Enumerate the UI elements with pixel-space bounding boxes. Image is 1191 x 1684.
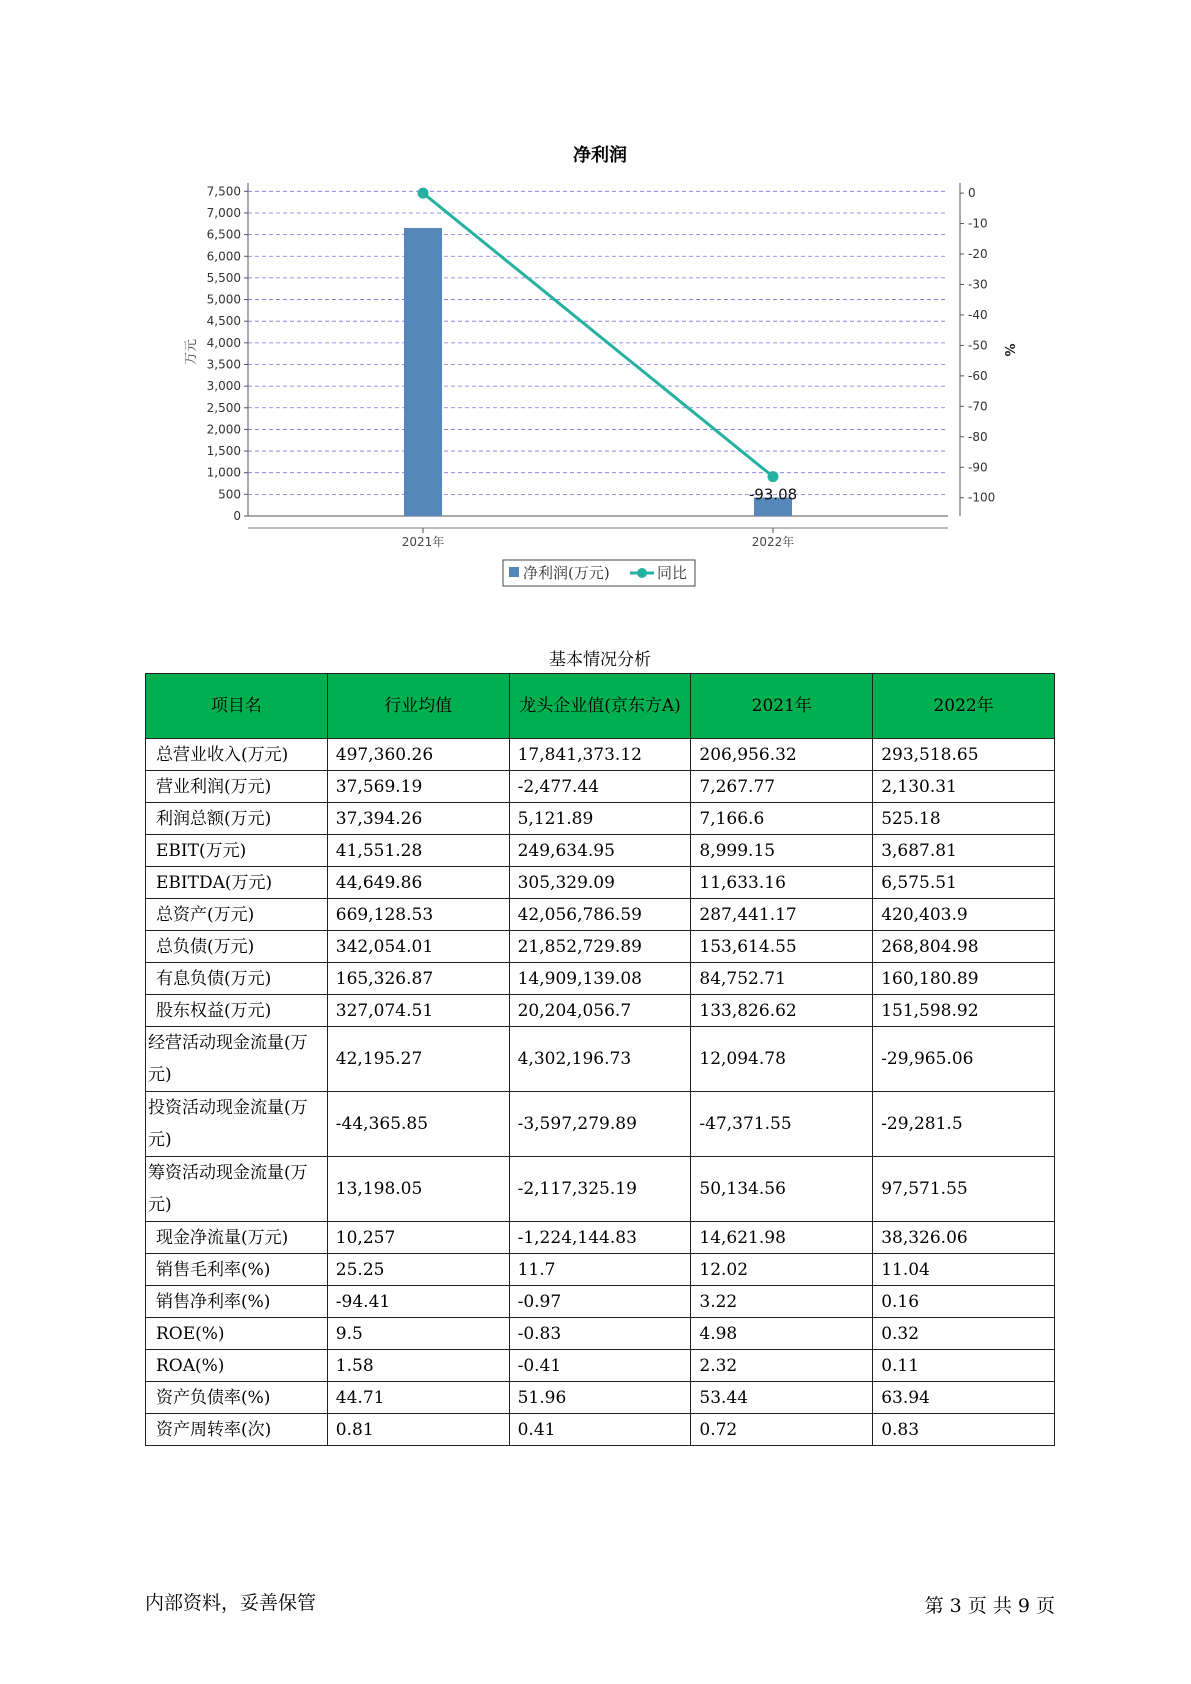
y-left-tick-label: 2,500	[206, 400, 241, 415]
table-cell: 8,999.15	[691, 835, 873, 867]
table-cell: 6,575.51	[873, 867, 1055, 899]
x-tick-label: 2022年	[751, 535, 795, 549]
y-right-tick-label: -50	[968, 338, 988, 353]
y-left-tick-label: 7,500	[206, 184, 241, 199]
table-cell: 153,614.55	[691, 931, 873, 963]
y-left-tick-label: 5,000	[206, 292, 241, 307]
table-cell: -0.41	[509, 1350, 691, 1382]
net-profit-chart	[0, 0, 1191, 600]
table-cell: 249,634.95	[509, 835, 691, 867]
table-cell: -3,597,279.89	[509, 1092, 691, 1157]
table-cell: 4.98	[691, 1318, 873, 1350]
row-label-cell: 投资活动现金流量(万元)	[146, 1092, 328, 1157]
table-cell: 497,360.26	[327, 739, 509, 771]
table-row	[146, 1382, 1055, 1414]
y-right-tick-label: -100	[968, 490, 996, 505]
table-cell: 20,204,056.7	[509, 995, 691, 1027]
table-cell: 0.11	[873, 1350, 1055, 1382]
chart-gridlines	[248, 191, 948, 494]
table-cell: 151,598.92	[873, 995, 1055, 1027]
table-cell: 268,804.98	[873, 931, 1055, 963]
y-right-tick-label: 0	[968, 186, 976, 201]
row-label-cell: 有息负债(万元)	[146, 963, 328, 995]
header-2022: 2022年	[873, 674, 1055, 739]
table-cell: 21,852,729.89	[509, 931, 691, 963]
table-cell: 2.32	[691, 1350, 873, 1382]
row-label-cell: EBITDA(万元)	[146, 867, 328, 899]
y-left-tick-label: 0	[233, 509, 241, 523]
table-cell: 12.02	[691, 1254, 873, 1286]
table-row	[146, 1092, 1055, 1157]
table-cell: 7,267.77	[691, 771, 873, 803]
y-left-tick-label: 1,500	[206, 444, 241, 459]
table-cell: 63.94	[873, 1382, 1055, 1414]
table-cell: 669,128.53	[327, 899, 509, 931]
y-left-tick-label: 1,000	[206, 465, 241, 480]
table-cell: -2,477.44	[509, 771, 691, 803]
row-label-cell: 筹资活动现金流量(万元)	[146, 1157, 328, 1222]
y-left-tick-label: 3,000	[206, 379, 241, 394]
table-cell: 37,569.19	[327, 771, 509, 803]
row-label-cell: EBIT(万元)	[146, 835, 328, 867]
y-right-tick-label: -20	[968, 247, 988, 262]
table-body	[146, 739, 1055, 1446]
table-row	[146, 1318, 1055, 1350]
header-industry-average: 行业均值	[327, 674, 509, 739]
header-2021: 2021年	[691, 674, 873, 739]
table-row	[146, 771, 1055, 803]
y-left-tick-label: 4,000	[206, 335, 241, 350]
table-cell: -0.83	[509, 1318, 691, 1350]
row-label-cell: 股东权益(万元)	[146, 995, 328, 1027]
table-row	[146, 867, 1055, 899]
table-caption: 基本情况分析	[549, 650, 651, 670]
table-cell: -1,224,144.83	[509, 1222, 691, 1254]
table-cell: 5,121.89	[509, 803, 691, 835]
legend-line-marker	[637, 568, 647, 578]
table-cell: -29,965.06	[873, 1027, 1055, 1092]
table-cell: 51.96	[509, 1382, 691, 1414]
y-right-tick-label: -80	[968, 429, 988, 444]
y-right-tick-label: -70	[968, 399, 988, 414]
table-cell: 53.44	[691, 1382, 873, 1414]
table-cell: 1.58	[327, 1350, 509, 1382]
table-header-row	[146, 674, 1055, 739]
y-left-tick-label: 6,000	[206, 249, 241, 264]
table-cell: 12,094.78	[691, 1027, 873, 1092]
table-cell: 133,826.62	[691, 995, 873, 1027]
legend-bar-swatch	[509, 567, 519, 577]
y-right-tick-label: -90	[968, 460, 988, 475]
table-cell: 97,571.55	[873, 1157, 1055, 1222]
table-cell: 11.04	[873, 1254, 1055, 1286]
table-row	[146, 739, 1055, 771]
table-cell: 9.5	[327, 1318, 509, 1350]
row-label-cell: 利润总额(万元)	[146, 803, 328, 835]
legend-line-label: 同比	[657, 564, 688, 582]
table-row	[146, 995, 1055, 1027]
table-row	[146, 1414, 1055, 1446]
table-cell: 42,056,786.59	[509, 899, 691, 931]
table-row	[146, 1254, 1055, 1286]
table-cell: -44,365.85	[327, 1092, 509, 1157]
chart-legend	[503, 560, 695, 586]
table-cell: 0.41	[509, 1414, 691, 1446]
y-left-tick-label: 500	[218, 487, 241, 502]
header-leader-value: 龙头企业值(京东方A)	[509, 674, 691, 739]
table-cell: 305,329.09	[509, 867, 691, 899]
row-label-cell: 总负债(万元)	[146, 931, 328, 963]
table-cell: 293,518.65	[873, 739, 1055, 771]
point-yoy	[418, 188, 429, 199]
y-left-tick-label: 4,500	[206, 314, 241, 329]
table-row	[146, 1222, 1055, 1254]
table-cell: 0.81	[327, 1414, 509, 1446]
table-row	[146, 835, 1055, 867]
table-cell: 525.18	[873, 803, 1055, 835]
table-cell: 287,441.17	[691, 899, 873, 931]
table-cell: 342,054.01	[327, 931, 509, 963]
table-cell: 206,956.32	[691, 739, 873, 771]
y-right-axis-label: %	[1001, 343, 1016, 357]
y-right-tick-label: -60	[968, 368, 988, 383]
row-label-cell: 销售毛利率(%)	[146, 1254, 328, 1286]
table-cell: 0.83	[873, 1414, 1055, 1446]
row-label-cell: 经营活动现金流量(万元)	[146, 1027, 328, 1092]
y-left-tick-label: 6,500	[206, 227, 241, 242]
y-left-axis-label: 万元	[184, 338, 199, 366]
table-cell: 42,195.27	[327, 1027, 509, 1092]
data-label: -93.08	[748, 485, 798, 504]
y-left-tick-label: 5,500	[206, 270, 241, 285]
table-cell: 14,621.98	[691, 1222, 873, 1254]
row-label-cell: 资产负债率(%)	[146, 1382, 328, 1414]
chart-marks	[404, 188, 797, 516]
table-cell: 14,909,139.08	[509, 963, 691, 995]
table-cell: 0.32	[873, 1318, 1055, 1350]
legend-bar-label: 净利润(万元)	[523, 564, 610, 582]
table-row	[146, 1157, 1055, 1222]
table-cell: 44.71	[327, 1382, 509, 1414]
table-cell: -94.41	[327, 1286, 509, 1318]
row-label-cell: ROE(%)	[146, 1318, 328, 1350]
table-cell: 3.22	[691, 1286, 873, 1318]
table-cell: 420,403.9	[873, 899, 1055, 931]
table-cell: 0.16	[873, 1286, 1055, 1318]
table-cell: -29,281.5	[873, 1092, 1055, 1157]
row-label-cell: 总营业收入(万元)	[146, 739, 328, 771]
table-row	[146, 963, 1055, 995]
table-cell: 165,326.87	[327, 963, 509, 995]
table-row	[146, 1027, 1055, 1092]
table-cell: 10,257	[327, 1222, 509, 1254]
table-cell: -0.97	[509, 1286, 691, 1318]
y-right-tick-label: -40	[968, 307, 988, 322]
chart-title: 净利润	[573, 145, 627, 166]
table-row	[146, 803, 1055, 835]
table-cell: 41,551.28	[327, 835, 509, 867]
table-cell: 17,841,373.12	[509, 739, 691, 771]
table-cell: 25.25	[327, 1254, 509, 1286]
table-cell: 3,687.81	[873, 835, 1055, 867]
table-cell: 44,649.86	[327, 867, 509, 899]
y-right-tick-label: -10	[968, 216, 988, 231]
row-label-cell: 总资产(万元)	[146, 899, 328, 931]
table-row	[146, 1350, 1055, 1382]
row-label-cell: ROA(%)	[146, 1350, 328, 1382]
row-label-cell: 营业利润(万元)	[146, 771, 328, 803]
table-cell: 2,130.31	[873, 771, 1055, 803]
table-cell: 4,302,196.73	[509, 1027, 691, 1092]
footer-confidential-note: 内部资料，妥善保管	[145, 1592, 317, 1614]
table-cell: 0.72	[691, 1414, 873, 1446]
bar-net-profit	[404, 228, 442, 516]
y-left-tick-label: 7,000	[206, 205, 241, 220]
footer-page-number: 第 3 页 共 9 页	[924, 1595, 1055, 1617]
x-tick-label: 2021年	[401, 535, 445, 549]
table-row	[146, 899, 1055, 931]
y-left-tick-label: 2,000	[206, 422, 241, 437]
table-cell: 11.7	[509, 1254, 691, 1286]
table-cell: 37,394.26	[327, 803, 509, 835]
y-left-tick-label: 3,500	[206, 357, 241, 372]
table-row	[146, 931, 1055, 963]
table-cell: 38,326.06	[873, 1222, 1055, 1254]
row-label-cell: 现金净流量(万元)	[146, 1222, 328, 1254]
table-cell: 160,180.89	[873, 963, 1055, 995]
header-item-name: 项目名	[146, 674, 328, 739]
y-right-tick-label: -30	[968, 277, 988, 292]
table-cell: -47,371.55	[691, 1092, 873, 1157]
table-cell: 327,074.51	[327, 995, 509, 1027]
table-cell: 84,752.71	[691, 963, 873, 995]
basic-analysis-table	[145, 673, 1055, 1446]
row-label-cell: 销售净利率(%)	[146, 1286, 328, 1318]
table-row	[146, 1286, 1055, 1318]
table-cell: 7,166.6	[691, 803, 873, 835]
table-cell: 13,198.05	[327, 1157, 509, 1222]
table-cell: -2,117,325.19	[509, 1157, 691, 1222]
line-yoy	[423, 193, 773, 477]
row-label-cell: 资产周转率(次)	[146, 1414, 328, 1446]
table-cell: 50,134.56	[691, 1157, 873, 1222]
table-cell: 11,633.16	[691, 867, 873, 899]
point-yoy	[768, 471, 779, 482]
